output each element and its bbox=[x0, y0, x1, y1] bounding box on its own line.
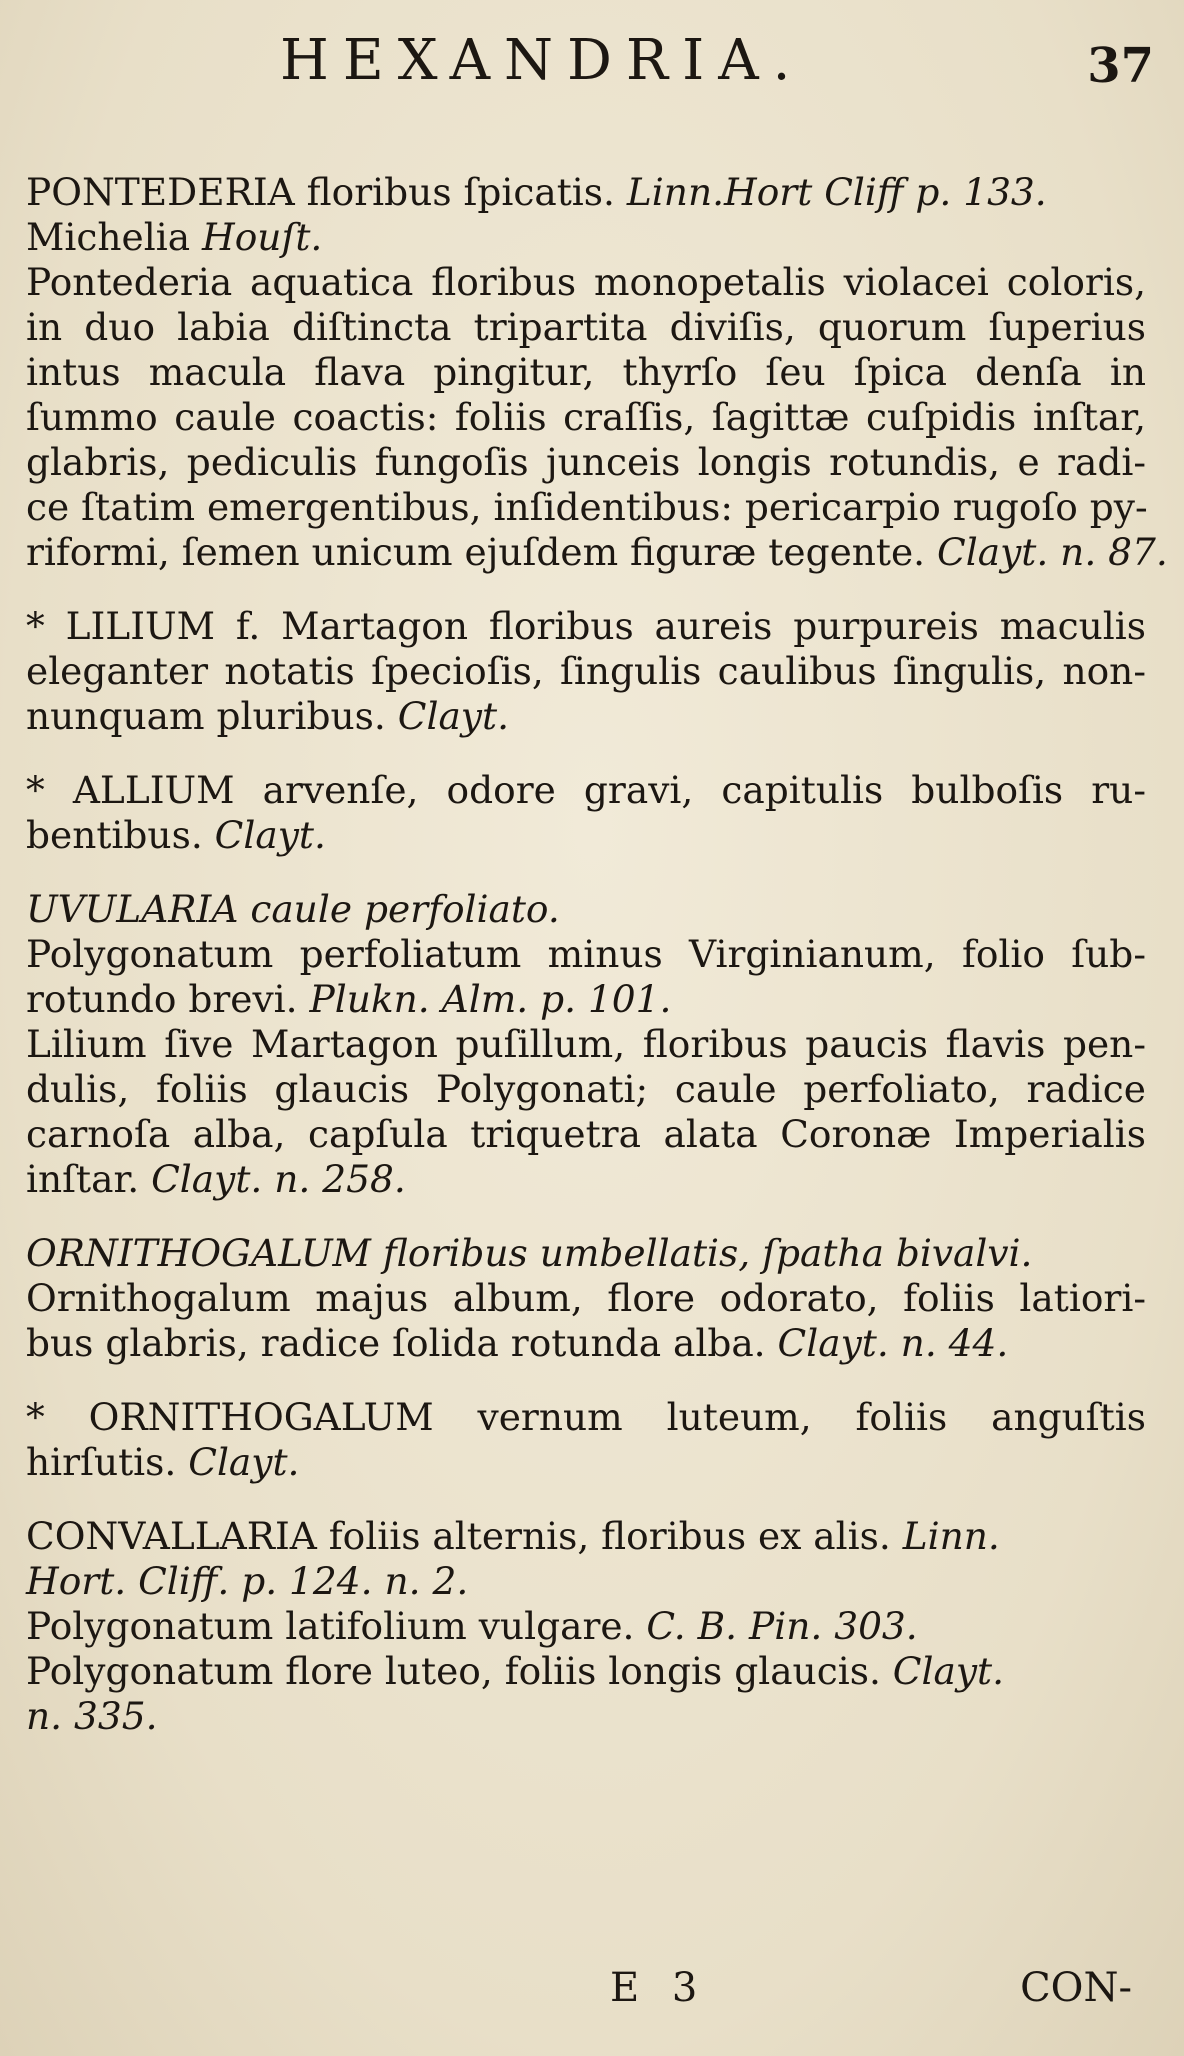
page-footer bbox=[0, 1965, 1184, 2025]
line-text: Lilium ſive Martagon puſillum, floribus paucis flavis pen- bbox=[26, 1022, 1146, 1066]
line-text: carnoſa alba, capſula triquetra alata Coronæ Imperialis bbox=[26, 1112, 1146, 1156]
signature-mark: E 3 bbox=[610, 1965, 708, 2011]
line-text: Michelia bbox=[26, 215, 203, 259]
text-line bbox=[26, 1514, 1146, 1559]
text-line bbox=[26, 1649, 1146, 1694]
citation-text: UVULARIA caule perfoliato. bbox=[26, 887, 560, 931]
citation-text: Linn.Hort Cliff p. 133. bbox=[626, 170, 1047, 214]
text-line bbox=[26, 395, 1146, 440]
text-line bbox=[26, 530, 1168, 575]
line-text: eleganter notatis ſpecioſis, ſingulis caulibus ſingulis, non- bbox=[26, 649, 1146, 693]
text-line bbox=[26, 1321, 1146, 1366]
text-line bbox=[26, 1604, 1146, 1649]
text-line bbox=[26, 977, 1146, 1022]
citation-text: Plukn. Alm. p. 101. bbox=[309, 977, 672, 1021]
line-text: bentibus. bbox=[26, 813, 215, 857]
text-line bbox=[26, 887, 1146, 932]
running-title: HEXANDRIA. bbox=[280, 28, 805, 93]
text-line bbox=[26, 649, 1146, 694]
text-line bbox=[26, 1440, 1146, 1485]
text-line bbox=[26, 440, 1146, 485]
line-text: glabris, pediculis fungoſis junceis longis rotundis, e radi- bbox=[26, 440, 1146, 484]
catchword: CON- bbox=[1020, 1965, 1132, 2011]
text-line bbox=[26, 305, 1146, 350]
text-line bbox=[26, 813, 1146, 858]
text-line bbox=[26, 485, 1146, 530]
line-text: Ornithogalum majus album, flore odorato, foliis latiori- bbox=[26, 1276, 1146, 1320]
line-text: CONVALLARIA foliis alternis, floribus ex alis. bbox=[26, 1514, 903, 1558]
line-text: rotundo brevi. bbox=[26, 977, 310, 1021]
text-line bbox=[26, 350, 1146, 395]
text-line bbox=[26, 1112, 1146, 1157]
line-text: in duo labia diſtincta tripartita diviſis, quorum ſuperius bbox=[26, 305, 1146, 349]
citation-text: Houſt. bbox=[202, 215, 323, 259]
page-body bbox=[26, 170, 1168, 1768]
line-text: dulis, foliis glaucis Polygonati; caule perfoliato, radice bbox=[26, 1067, 1146, 1111]
line-text: ce ſtatim emergentibus, inſidentibus: pericarpio rugoſo py- bbox=[26, 485, 1148, 529]
line-text: PONTEDERIA floribus ſpicatis. bbox=[26, 170, 627, 214]
citation-text: Clayt. bbox=[214, 813, 326, 857]
line-text: intus macula flava pingitur, thyrſo ſeu ſpica denſa in bbox=[26, 350, 1146, 394]
line-text: Pontederia aquatica floribus monopetalis violacei coloris, bbox=[26, 260, 1146, 304]
line-text: hirſutis. bbox=[26, 1440, 189, 1484]
line-text: ſummo caule coactis: foliis craſſis, ſagittæ cuſpidis inſtar, bbox=[26, 395, 1146, 439]
citation-text: Clayt. n. 87. bbox=[937, 530, 1168, 574]
text-line bbox=[26, 215, 1146, 260]
text-line bbox=[26, 170, 1146, 215]
text-line bbox=[26, 1694, 1146, 1739]
citation-text: Clayt. bbox=[397, 694, 509, 738]
text-line bbox=[26, 694, 1146, 739]
page-number: 37 bbox=[1087, 38, 1154, 94]
citation-text: Clayt. n. 44. bbox=[777, 1321, 1009, 1365]
text-line bbox=[26, 1231, 1146, 1276]
citation-text: Clayt. bbox=[892, 1649, 1005, 1693]
citation-text: ORNITHOGALUM floribus umbellatis, ſpatha bivalvi. bbox=[26, 1231, 1033, 1275]
text-line bbox=[26, 604, 1146, 649]
text-line bbox=[26, 1559, 1146, 1604]
text-line bbox=[26, 1022, 1146, 1067]
botanical-entry bbox=[26, 170, 1168, 575]
line-text: inſtar. bbox=[26, 1157, 152, 1201]
line-text: * ALLIUM arvenſe, odore gravi, capitulis bulboſis ru- bbox=[26, 768, 1146, 812]
text-line bbox=[26, 1157, 1146, 1202]
line-text: Polygonatum flore luteo, foliis longis glaucis. bbox=[26, 1649, 893, 1693]
text-line bbox=[26, 1276, 1146, 1321]
citation-text: Hort. Cliff. p. 124. n. 2. bbox=[26, 1559, 469, 1603]
botanical-entry bbox=[26, 768, 1146, 858]
citation-text: Clayt. n. 258. bbox=[151, 1157, 406, 1201]
line-text: Polygonatum latifolium vulgare. bbox=[26, 1604, 647, 1648]
botanical-entry bbox=[26, 604, 1146, 739]
text-line bbox=[26, 768, 1146, 813]
text-line bbox=[26, 260, 1146, 305]
citation-text: C. B. Pin. 303. bbox=[646, 1604, 918, 1648]
citation-text: n. 335. bbox=[26, 1694, 158, 1738]
line-text: nunquam pluribus. bbox=[26, 694, 398, 738]
citation-text: Linn. bbox=[902, 1514, 1000, 1558]
botanical-entry bbox=[26, 1395, 1146, 1485]
text-line bbox=[26, 932, 1146, 977]
citation-text: Clayt. bbox=[188, 1440, 300, 1484]
line-text: riformi, ſemen unicum ejuſdem figuræ tegente. bbox=[26, 530, 938, 574]
line-text: bus glabris, radice ſolida rotunda alba. bbox=[26, 1321, 778, 1365]
botanical-entry bbox=[26, 1231, 1146, 1366]
line-text: * ORNITHOGALUM vernum luteum, foliis anguſtis bbox=[26, 1395, 1146, 1439]
text-line bbox=[26, 1395, 1146, 1440]
page-header bbox=[0, 28, 1184, 108]
botanical-entry bbox=[26, 1514, 1146, 1739]
botanical-entry bbox=[26, 887, 1146, 1202]
line-text: * LILIUM f. Martagon floribus aureis purpureis maculis bbox=[26, 604, 1146, 648]
line-text: Polygonatum perfoliatum minus Virginianum, folio ſub- bbox=[26, 932, 1146, 976]
text-line bbox=[26, 1067, 1146, 1112]
